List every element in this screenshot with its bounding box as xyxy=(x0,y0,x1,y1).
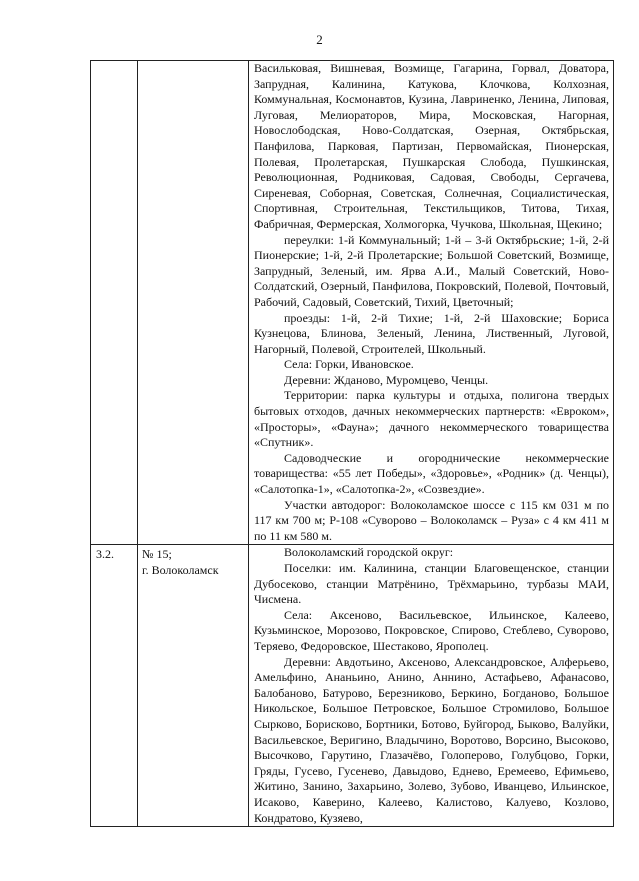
territories-paragraph: Территории: парка культуры и отдыха, полигона твердых бытовых отходов, дачных некоммерческих партнерств: «Евроком», «Просторы», «Фауна»; дачного некоммерческого товарищества «Спутник». xyxy=(254,388,609,450)
page-number: 2 xyxy=(316,32,323,47)
description-cell xyxy=(249,61,614,545)
villages-paragraph: Села: Аксеново, Васильевское, Ильинское, Калеево, Кузьминское, Морозово, Покровское, Спирово, Стеблево, Суворово, Теряево, Федоровское, Шестаково, Ярополец. xyxy=(254,607,609,653)
streets-paragraph: Васильковая, Вишневая, Возмище, Гагарина, Горвал, Доватора, Запрудная, Калинина, Катукова, Клочкова, Колхозная, Коммунальная, Космонавтов, Кузина, Лавриненко, Ленина, Липовая, Луговая, Мелиораторов, Мира, Московская, Нагорная, Новослободская, Ново-Солдатская, Озерная, Октябрьская, Панфилова, Парковая, Партизан, Первомайская, Пионерская, Полевая, Пролетарская, Пушкарская Слобода, Пушкинская, Революционная, Родниковая, Садовая, Свободы, Сергачева, Сиреневая, Соборная, Советская, Солнечная, Социалистическая, Спортивная, Строительная, Текстильщиков, Титова, Тихая, Фабричная, Фермерская, Холмогорка, Чучкова, Школьная, Щекино; xyxy=(254,61,609,231)
hamlets-paragraph: Деревни: Жданово, Муромцево, Ченцы. xyxy=(284,372,489,387)
description-block xyxy=(249,545,613,826)
row-number: 3.2. xyxy=(96,547,114,562)
villages-paragraph: Села: Горки, Ивановское. xyxy=(284,357,414,372)
settlements-paragraph: Поселки: им. Калинина, станции Благовещенское, станции Дубосеково, станции Матрёнино, Трёхмарьино, турбазы МАИ, Чисмена. xyxy=(254,561,609,607)
lanes-paragraph: переулки: 1-й Коммунальный; 1-й – 3-й Октябрьские; 1-й, 2-й Пионерские; 1-й, 2-й Пролетарские; Большой Советский, Возмище, Запрудный, Зеленый, им. Ярва А.И., Малый Советский, Ново-Солдатский, Озерный, Панфилова, Покровский, Полевой, Почтовый, Рабочий, Садовый, Советский, Тихий, Цветочный; xyxy=(254,232,609,309)
district-center: г. Волоколамск xyxy=(142,563,219,577)
table-row xyxy=(91,545,614,827)
description-block xyxy=(249,61,613,544)
roads-paragraph: Участки автодорог: Волоколамское шоссе с 115 км 031 м по 117 км 700 м; Р-108 «Суворово – Волоколамск – Руза» с 4 км 411 м по 11 км 580 м. xyxy=(254,497,609,543)
gardening-paragraph: Садоводческие и огороднические некоммерческие товарищества: «55 лет Победы», «Здоровье», «Родник» (д. Ченцы), «Салотопка-1», «Салотопка-2», «Созвездие». xyxy=(254,450,609,497)
passages-paragraph: проезды: 1-й, 2-й Тихие; 1-й, 2-й Шаховские; Бориса Кузнецова, Блинова, Зеленый, Ленина, Лиственный, Луговой, Нагорный, Полевой, Строителей, Школьный. xyxy=(254,310,609,356)
hamlets-paragraph: Деревни: Авдотьино, Аксеново, Александровское, Алферьево, Амельфино, Ананьино, Анино, Аннино, Астафьево, Афанасово, Балобаново, Батурово, Березниково, Беркино, Богданово, Большое Никольское, Большое Петровское, Большое Стромилово, Большое Сырково, Борисково, Бортники, Ботово, Буйгород, Быково, Валуйки, Васильевское, Веригино, Владычино, Воротово, Ворсино, Высоково, Высочково, Гарутино, Глазачёво, Голоперово, Голубцово, Горки, Гряды, Гусево, Гусенево, Давыдово, Еднево, Еремеево, Ефимьево, Житино, Занино, Захарьино, Золево, Зубово, Иванцево, Ильинское, Исаково, Каверино, Калеево, Калистово, Калуево, Козлово, Кондратово, Кузяево, xyxy=(254,654,609,825)
district-name-cell xyxy=(138,61,249,545)
row-number-cell xyxy=(91,545,138,827)
description-cell xyxy=(249,545,614,827)
row-number xyxy=(91,61,137,65)
registry-table xyxy=(90,60,614,827)
district-name-cell xyxy=(138,545,249,827)
row-number-cell xyxy=(91,61,138,545)
table-row xyxy=(91,61,614,545)
district-heading: Волоколамский городской округ: xyxy=(284,545,454,560)
district-name xyxy=(138,545,248,580)
district-number: № 15; xyxy=(142,547,172,562)
